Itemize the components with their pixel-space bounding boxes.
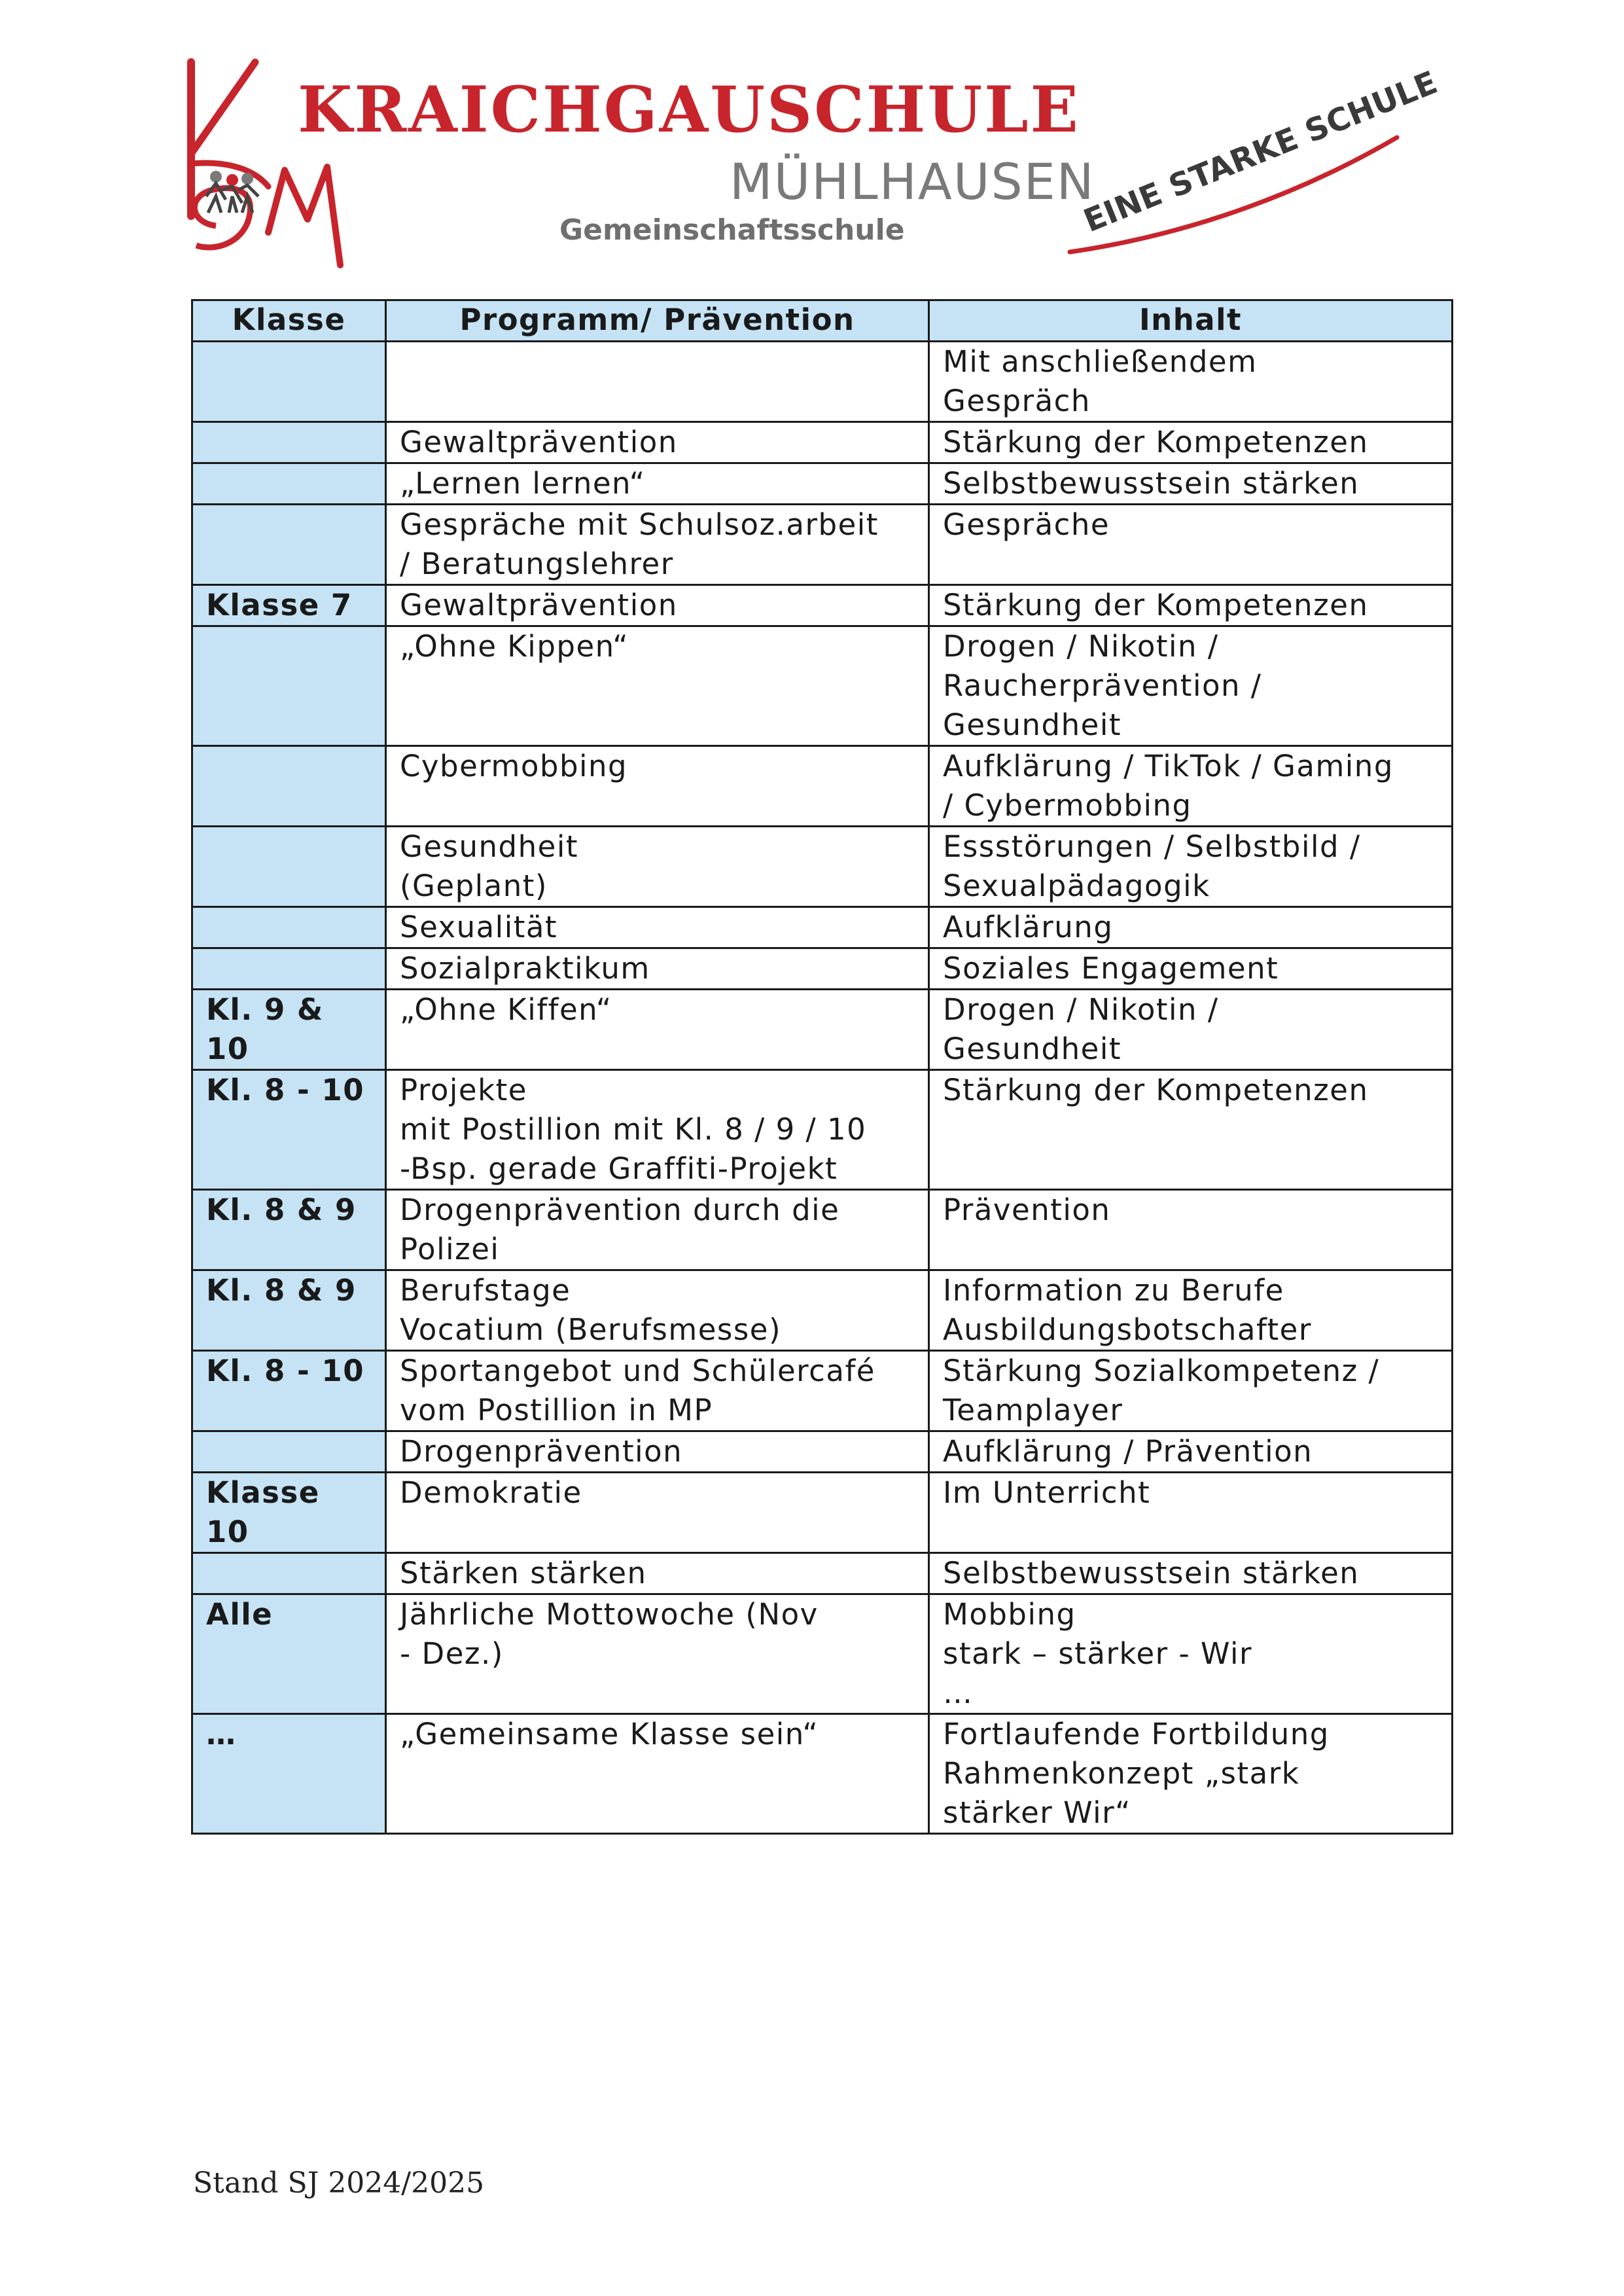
header-programm: Programm/ Prävention — [386, 300, 929, 342]
table-row — [192, 505, 1453, 585]
cell-programm: Drogenprävention — [386, 1431, 929, 1473]
cell-klasse: Alle — [192, 1594, 386, 1714]
cell-programm: Gewaltprävention — [386, 422, 929, 463]
cell-inhalt: Selbstbewusstsein stärken — [929, 463, 1453, 505]
school-city: MÜHLHAUSEN — [730, 152, 1095, 211]
table-row — [192, 827, 1453, 907]
cell-inhalt: Essstörungen / Selbstbild / Sexualpädagogik — [929, 827, 1453, 907]
cell-programm: Gesundheit (Geplant) — [386, 827, 929, 907]
table-row — [192, 342, 1453, 422]
cell-inhalt: Mit anschließendem Gespräch — [929, 342, 1453, 422]
cell-klasse: Kl. 9 & 10 — [192, 990, 386, 1070]
cell-klasse: Kl. 8 & 9 — [192, 1190, 386, 1270]
cell-klasse — [192, 342, 386, 422]
cell-programm: Drogenprävention durch die Polizei — [386, 1190, 929, 1270]
cell-programm: Sozialpraktikum — [386, 948, 929, 990]
cell-klasse — [192, 626, 386, 746]
table-row — [192, 746, 1453, 827]
table-row — [192, 585, 1453, 626]
cell-klasse — [192, 422, 386, 463]
cell-klasse: … — [192, 1714, 386, 1834]
cell-inhalt: Mobbing stark – stärker - Wir … — [929, 1594, 1453, 1714]
cell-klasse — [192, 948, 386, 990]
cell-programm: „Gemeinsame Klasse sein“ — [386, 1714, 929, 1834]
slogan-logo — [1063, 64, 1443, 265]
table-row — [192, 1431, 1453, 1473]
cell-programm: Gewaltprävention — [386, 585, 929, 626]
letterhead — [0, 0, 1624, 281]
cell-klasse — [192, 463, 386, 505]
cell-klasse: Klasse 10 — [192, 1473, 386, 1553]
cell-programm: „Ohne Kiffen“ — [386, 990, 929, 1070]
cell-inhalt: Drogen / Nikotin / Gesundheit — [929, 990, 1453, 1070]
slogan-text: EINE STARKE SCHULE — [1078, 64, 1443, 240]
cell-programm: Sexualität — [386, 907, 929, 948]
cell-programm: Gespräche mit Schulsoz.arbeit / Beratungslehrer — [386, 505, 929, 585]
cell-inhalt: Stärkung der Kompetenzen — [929, 1070, 1453, 1190]
cell-programm — [386, 342, 929, 422]
cell-inhalt: Stärkung der Kompetenzen — [929, 585, 1453, 626]
table-row — [192, 463, 1453, 505]
table-row — [192, 1270, 1453, 1351]
cell-klasse: Kl. 8 - 10 — [192, 1070, 386, 1190]
cell-programm: Cybermobbing — [386, 746, 929, 827]
cell-klasse: Klasse 7 — [192, 585, 386, 626]
table-row — [192, 1714, 1453, 1834]
cell-inhalt: Im Unterricht — [929, 1473, 1453, 1553]
cell-programm: „Lernen lernen“ — [386, 463, 929, 505]
prevention-table-wrapper — [191, 299, 1451, 1835]
footer-stand: Stand SJ 2024/2025 — [193, 2166, 485, 2200]
table-row — [192, 422, 1453, 463]
cell-programm: Stärken stärken — [386, 1553, 929, 1594]
cell-klasse — [192, 1431, 386, 1473]
cell-inhalt: Stärkung Sozialkompetenz / Teamplayer — [929, 1351, 1453, 1431]
table-row — [192, 1351, 1453, 1431]
table-row — [192, 907, 1453, 948]
cell-klasse — [192, 1553, 386, 1594]
cell-inhalt: Gespräche — [929, 505, 1453, 585]
header-klasse: Klasse — [192, 300, 386, 342]
cell-programm: Berufstage Vocatium (Berufsmesse) — [386, 1270, 929, 1351]
cell-klasse: Kl. 8 - 10 — [192, 1351, 386, 1431]
table-row — [192, 1473, 1453, 1553]
prevention-table — [191, 299, 1453, 1835]
cell-programm: Jährliche Mottowoche (Nov - Dez.) — [386, 1594, 929, 1714]
cell-klasse — [192, 907, 386, 948]
header-inhalt: Inhalt — [929, 300, 1453, 342]
table-row — [192, 626, 1453, 746]
cell-inhalt: Drogen / Nikotin / Raucherprävention / Gesundheit — [929, 626, 1453, 746]
table-row — [192, 990, 1453, 1070]
cell-inhalt: Information zu Berufe Ausbildungsbotschafter — [929, 1270, 1453, 1351]
cell-inhalt: Selbstbewusstsein stärken — [929, 1553, 1453, 1594]
school-name: KRAICHGAUSCHULE — [298, 73, 1080, 147]
cell-programm: Sportangebot und Schülercafé vom Postillion in MP — [386, 1351, 929, 1431]
cell-programm: Demokratie — [386, 1473, 929, 1553]
cell-inhalt: Aufklärung — [929, 907, 1453, 948]
table-row — [192, 948, 1453, 990]
cell-inhalt: Stärkung der Kompetenzen — [929, 422, 1453, 463]
cell-klasse — [192, 505, 386, 585]
cell-inhalt: Soziales Engagement — [929, 948, 1453, 990]
table-row — [192, 1070, 1453, 1190]
cell-klasse — [192, 746, 386, 827]
cell-klasse — [192, 827, 386, 907]
cell-klasse: Kl. 8 & 9 — [192, 1270, 386, 1351]
cell-inhalt: Fortlaufende Fortbildung Rahmenkonzept „stark stärker Wir“ — [929, 1714, 1453, 1834]
table-row — [192, 1190, 1453, 1270]
table-header-row — [192, 300, 1453, 342]
cell-programm: Projekte mit Postillion mit Kl. 8 / 9 / 10 -Bsp. gerade Graffiti-Projekt — [386, 1070, 929, 1190]
school-type: Gemeinschaftsschule — [559, 213, 905, 247]
cell-inhalt: Aufklärung / Prävention — [929, 1431, 1453, 1473]
table-row — [192, 1594, 1453, 1714]
cell-inhalt: Aufklärung / TikTok / Gaming / Cybermobbing — [929, 746, 1453, 827]
table-row — [192, 1553, 1453, 1594]
cell-inhalt: Prävention — [929, 1190, 1453, 1270]
cell-programm: „Ohne Kippen“ — [386, 626, 929, 746]
